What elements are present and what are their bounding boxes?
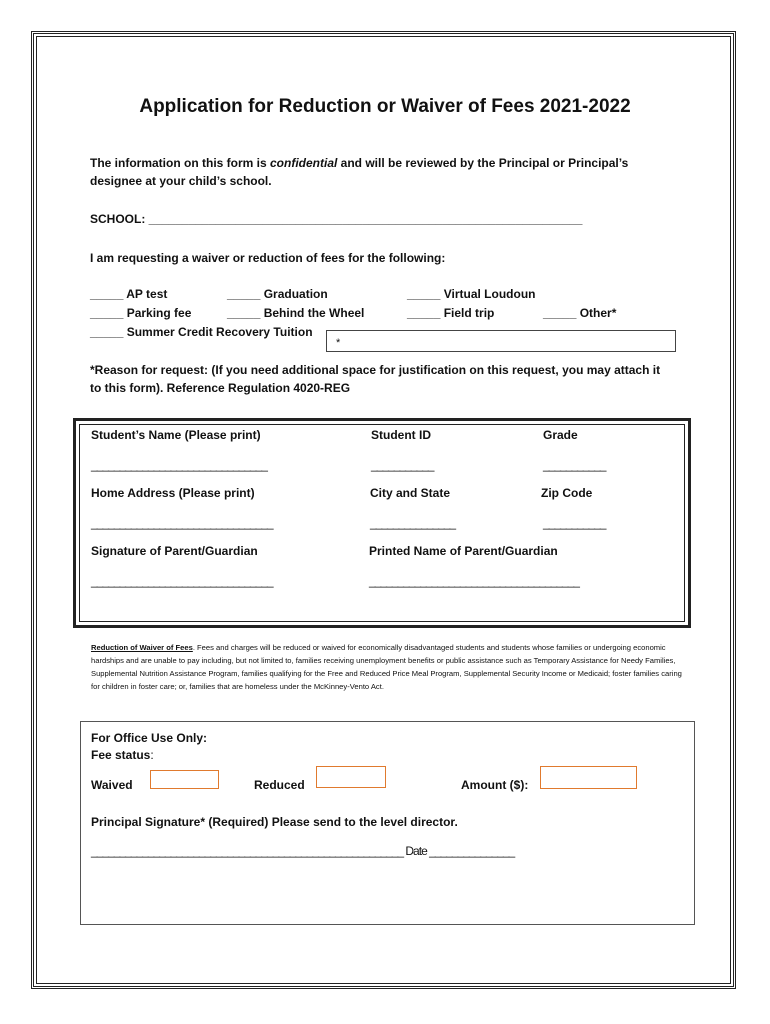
option-other[interactable]: _____ Other* bbox=[543, 306, 617, 320]
other-reason-input[interactable]: * bbox=[326, 330, 676, 352]
city-state-field[interactable]: _______________ bbox=[370, 516, 456, 530]
principal-signature-date-field[interactable]: _______________________________________________________ Date _______________ bbox=[91, 844, 515, 858]
reason-line1: *Reason for request: (If you need additional space for justification on this request, you may attach it bbox=[90, 363, 661, 377]
reason-line2: to this form). Reference Regulation 4020-REG bbox=[90, 381, 351, 395]
student-id-label: Student ID bbox=[371, 428, 431, 442]
parent-signature-label: Signature of Parent/Guardian bbox=[91, 544, 258, 558]
intro-text-after: and will be reviewed by the Principal or Principal’s bbox=[337, 156, 629, 170]
reduced-label: Reduced bbox=[254, 778, 305, 792]
fee-status-colon: : bbox=[150, 748, 154, 762]
option-summer-credit[interactable]: _____ Summer Credit Recovery Tuition bbox=[90, 325, 313, 339]
waived-input[interactable] bbox=[150, 770, 219, 789]
option-parking-fee[interactable]: _____ Parking fee bbox=[90, 306, 192, 320]
student-name-label: Student’s Name (Please print) bbox=[91, 428, 261, 442]
reduced-input[interactable] bbox=[316, 766, 386, 788]
form-title: Application for Reduction or Waiver of Fees 2021-2022 bbox=[139, 96, 631, 117]
intro-text-italic: confidential bbox=[270, 156, 338, 170]
fee-status-label bbox=[91, 748, 154, 762]
city-state-label: City and State bbox=[370, 486, 451, 500]
office-use-heading: For Office Use Only: bbox=[91, 731, 208, 745]
amount-label: Amount ($): bbox=[461, 778, 529, 792]
option-virtual-loudoun[interactable]: _____ Virtual Loudoun bbox=[407, 287, 536, 301]
policy-heading: Reduction of Waiver of Fees bbox=[91, 643, 193, 652]
amount-input[interactable] bbox=[540, 766, 637, 789]
home-address-field[interactable]: ________________________________ bbox=[91, 516, 273, 530]
parent-printed-name-field[interactable]: _____________________________________ bbox=[369, 574, 579, 588]
policy-paragraph bbox=[91, 641, 686, 693]
reason-paragraph bbox=[90, 361, 660, 397]
zip-code-label: Zip Code bbox=[541, 486, 593, 500]
requesting-label: I am requesting a waiver or reduction of fees for the following: bbox=[90, 251, 446, 265]
grade-label: Grade bbox=[543, 428, 578, 442]
grade-field[interactable]: ___________ bbox=[543, 458, 606, 472]
fee-status-text: Fee status bbox=[91, 748, 151, 762]
option-field-trip[interactable]: _____ Field trip bbox=[407, 306, 495, 320]
waived-label: Waived bbox=[91, 778, 133, 792]
parent-signature-field[interactable]: ________________________________ bbox=[91, 574, 273, 588]
student-name-field[interactable]: _______________________________ bbox=[91, 458, 267, 472]
principal-signature-label: Principal Signature* (Required) Please send to the level director. bbox=[91, 815, 458, 829]
policy-text: . Fees and charges will be reduced or waived for economically disadvantaged students and students whose families or undergoing economic hardships and are unable to pay including, but not limited to, families receiving unemployment benefits or public assistance such as Temporary Assistance for Needy Families, Supplemental Nutrition Assistance Program, families qualifying for the Free and Reduced Price Meal Program, Supplemental Security Income or Medicaid; foster families caring for children in foster care; or, families that are homeless under the McKinney-Vento Act. bbox=[91, 643, 682, 691]
zip-code-field[interactable]: ___________ bbox=[543, 516, 606, 530]
intro-text-before: The information on this form is bbox=[90, 156, 270, 170]
option-behind-the-wheel[interactable]: _____ Behind the Wheel bbox=[227, 306, 365, 320]
option-ap-test[interactable]: _____ AP test bbox=[90, 287, 168, 301]
home-address-label: Home Address (Please print) bbox=[91, 486, 255, 500]
parent-printed-name-label: Printed Name of Parent/Guardian bbox=[369, 544, 558, 558]
school-field[interactable]: SCHOOL: _________________________________________________________________ bbox=[90, 212, 583, 226]
intro-paragraph bbox=[90, 154, 628, 190]
student-id-field[interactable]: ___________ bbox=[371, 458, 434, 472]
intro-text-line2: designee at your child’s school. bbox=[90, 174, 272, 188]
option-graduation[interactable]: _____ Graduation bbox=[227, 287, 328, 301]
